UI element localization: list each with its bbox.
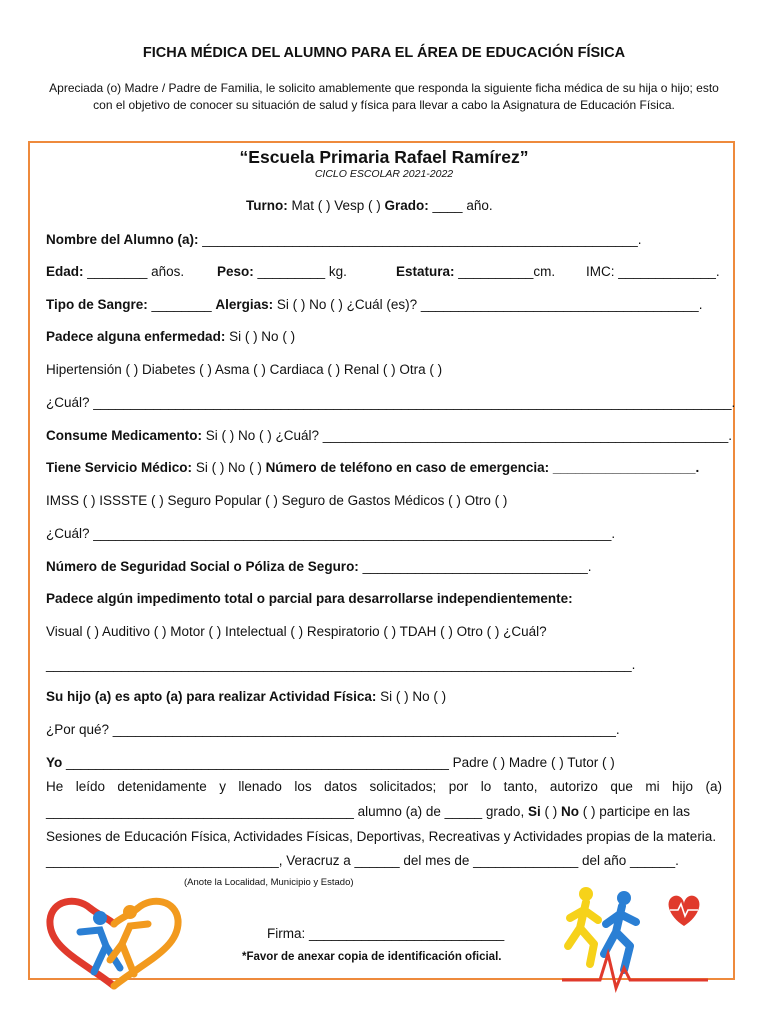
cual-impedimento-field[interactable]: ______________________________________________________________________________. bbox=[46, 657, 636, 672]
estatura-label: Estatura: bbox=[396, 264, 455, 279]
word: y bbox=[219, 779, 226, 794]
word: lo bbox=[480, 779, 492, 794]
word: hijo bbox=[672, 779, 694, 794]
word: (a) bbox=[705, 779, 722, 794]
no-label: No bbox=[560, 804, 579, 819]
yo-row[interactable] bbox=[46, 755, 615, 770]
sangre-label: Tipo de Sangre: bbox=[46, 297, 148, 312]
servicio-row[interactable] bbox=[46, 460, 699, 475]
enfermedad-label: Padece alguna enfermedad: bbox=[46, 329, 226, 344]
word: que bbox=[610, 779, 633, 794]
estatura-field-group[interactable] bbox=[396, 264, 555, 279]
grado-field[interactable]: ____ año. bbox=[428, 198, 493, 213]
apto-row[interactable] bbox=[46, 689, 446, 704]
runners-heartbeat-icon bbox=[560, 884, 710, 994]
enfermedad-options[interactable]: Si ( ) No ( ) bbox=[225, 329, 296, 344]
autorizacion-line-2[interactable] bbox=[46, 804, 690, 819]
servicio-label: Tiene Servicio Médico: bbox=[46, 460, 193, 475]
nss-label: Número de Seguridad Social o Póliza de Seguro: bbox=[46, 559, 359, 574]
alergias-field[interactable]: Si ( ) No ( ) ¿Cuál (es)? _____________________________________. bbox=[273, 297, 703, 312]
edad-field-group[interactable] bbox=[46, 264, 184, 279]
peso-field[interactable]: _________ kg. bbox=[253, 264, 347, 279]
heart-family-logo-icon bbox=[44, 894, 184, 990]
identificacion-note: *Favor de anexar copia de identificación oficial. bbox=[242, 951, 502, 963]
nss-field[interactable]: ______________________________. bbox=[358, 559, 592, 574]
apto-options[interactable]: Si ( ) No ( ) bbox=[376, 689, 447, 704]
no-checkbox[interactable]: ( ) participe en las bbox=[578, 804, 691, 819]
medicamento-row[interactable] bbox=[46, 428, 732, 443]
porque-field[interactable]: ¿Por qué? ___________________________________________________________________. bbox=[46, 722, 620, 737]
nombre-label: Nombre del Alumno (a): bbox=[46, 232, 199, 247]
peso-label: Peso: bbox=[217, 264, 254, 279]
word: detenidamente bbox=[117, 779, 207, 794]
yo-label: Yo bbox=[46, 755, 63, 770]
alumno-grado-field[interactable]: _________________________________________ alumno (a) de _____ grado, bbox=[46, 804, 528, 819]
word: leído bbox=[75, 779, 105, 794]
turno-options[interactable]: Mat ( ) Vesp ( ) bbox=[287, 198, 385, 213]
anote-hint: (Anote la Localidad, Municipio y Estado) bbox=[184, 877, 354, 888]
medicamento-field[interactable]: Si ( ) No ( ) ¿Cuál? ______________________________________________________. bbox=[202, 428, 732, 443]
apto-label: Su hijo (a) es apto (a) para realizar Actividad Física: bbox=[46, 689, 377, 704]
estatura-field[interactable]: __________cm. bbox=[454, 264, 556, 279]
peso-field-group[interactable] bbox=[217, 264, 347, 279]
word: llenado bbox=[238, 779, 282, 794]
word: por bbox=[448, 779, 469, 794]
alergias-label: Alergias: bbox=[215, 297, 274, 312]
school-name: “Escuela Primaria Rafael Ramírez” bbox=[239, 147, 529, 167]
edad-field[interactable]: ________ años. bbox=[83, 264, 185, 279]
impedimento-heading bbox=[46, 591, 573, 606]
word: los bbox=[294, 779, 312, 794]
firma-field[interactable]: Firma: __________________________ bbox=[267, 926, 505, 941]
edad-label: Edad: bbox=[46, 264, 84, 279]
si-label: Si bbox=[527, 804, 541, 819]
nombre-row[interactable] bbox=[46, 232, 641, 247]
word: autorizo bbox=[549, 779, 598, 794]
impedimento-label: Padece algún impedimento total o parcial para desarrollarse independientemente: bbox=[46, 591, 573, 606]
telefono-field[interactable]: Número de teléfono en caso de emergencia: ___________________. bbox=[265, 460, 700, 475]
turno-label: Turno: bbox=[246, 198, 288, 213]
servicio-options[interactable]: Si ( ) No ( ) bbox=[192, 460, 266, 475]
medicamento-label: Consume Medicamento: bbox=[46, 428, 203, 443]
page-title: FICHA MÉDICA DEL ALUMNO PARA EL ÁREA DE EDUCACIÓN FÍSICA bbox=[142, 45, 626, 61]
cual-servicio-field[interactable]: ¿Cuál? _____________________________________________________________________. bbox=[46, 526, 616, 541]
autorizacion-line-1 bbox=[46, 779, 722, 794]
school-cycle: CICLO ESCOLAR 2021-2022 bbox=[314, 168, 454, 180]
servicios-list[interactable]: IMSS ( ) ISSSTE ( ) Seguro Popular ( ) Seguro de Gastos Médicos ( ) Otro ( ) bbox=[46, 493, 508, 508]
si-checkbox[interactable]: ( ) bbox=[540, 804, 561, 819]
grado-label: Grado: bbox=[384, 198, 429, 213]
turno-row[interactable] bbox=[246, 198, 493, 213]
word: tanto, bbox=[503, 779, 538, 794]
word: mi bbox=[645, 779, 660, 794]
word: solicitados; bbox=[369, 779, 437, 794]
nss-row[interactable] bbox=[46, 559, 592, 574]
word: datos bbox=[324, 779, 358, 794]
sangre-field[interactable]: ________ bbox=[147, 297, 216, 312]
imc-field[interactable]: IMC: _____________. bbox=[586, 264, 720, 279]
word: He bbox=[46, 779, 64, 794]
yo-field[interactable]: ___________________________________________________ Padre ( ) Madre ( ) Tutor ( ) bbox=[62, 755, 615, 770]
enfermedad-row[interactable] bbox=[46, 329, 295, 344]
intro-paragraph: Apreciada (o) Madre / Padre de Familia, le solicito amablemente que responda la siguiente ficha médica de su hija o hijo; esto con el objetivo de conocer su situación de salud y física para llevar a cabo la Asignatura de Educación Física. bbox=[49, 81, 719, 112]
autorizacion-line-3: Sesiones de Educación Física, Actividades Físicas, Deportivas, Recreativas y Actividades propias de la materia. bbox=[46, 829, 717, 844]
cual-enfermedad-field[interactable]: ¿Cuál? _____________________________________________________________________________________. bbox=[46, 395, 736, 410]
enfermedades-list[interactable]: Hipertensión ( ) Diabetes ( ) Asma ( ) Cardiaca ( ) Renal ( ) Otra ( ) bbox=[46, 362, 443, 377]
sangre-row[interactable] bbox=[46, 297, 702, 312]
nombre-field[interactable]: __________________________________________________________. bbox=[198, 232, 642, 247]
localidad-fecha-field[interactable]: _______________________________, Veracruz a ______ del mes de ______________ del año ______. bbox=[46, 853, 679, 868]
impedimentos-list[interactable]: Visual ( ) Auditivo ( ) Motor ( ) Intelectual ( ) Respiratorio ( ) TDAH ( ) Otro ( ) ¿Cuál? bbox=[46, 624, 547, 639]
